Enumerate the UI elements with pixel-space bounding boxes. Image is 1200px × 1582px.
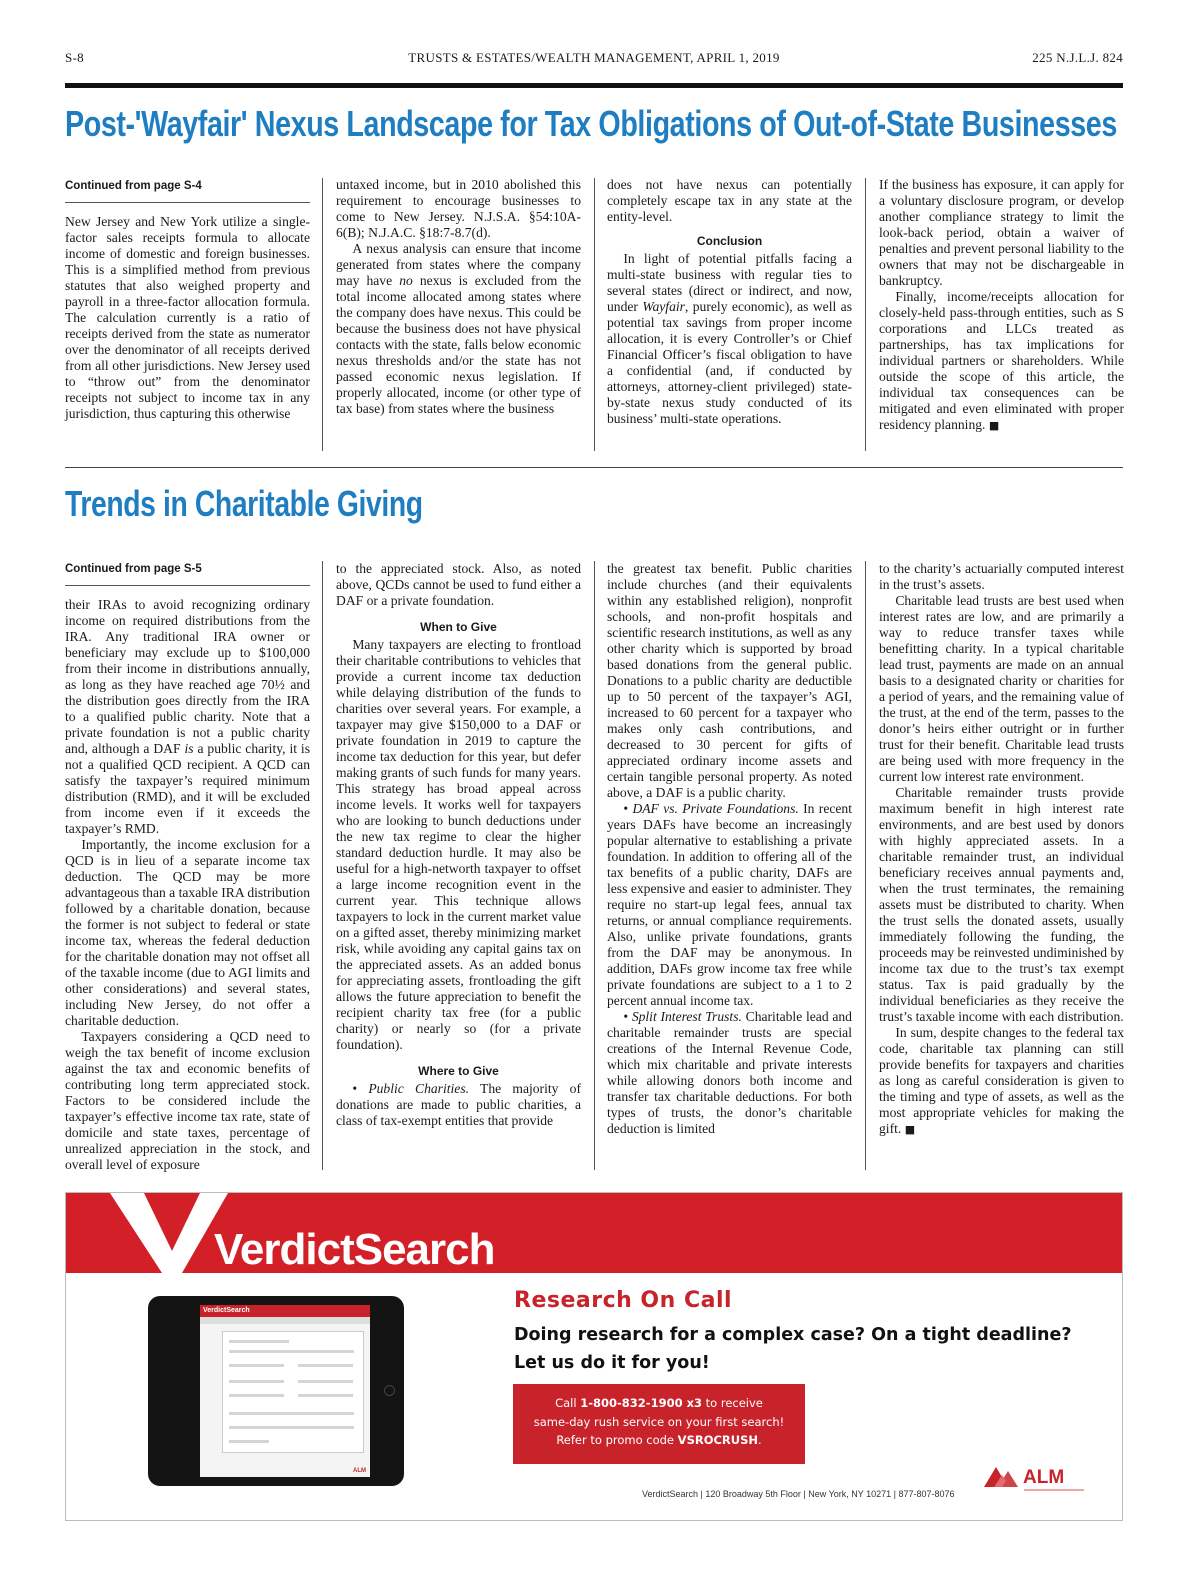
emphasis: Wayfair: [642, 299, 685, 314]
article1-column-2: [336, 177, 581, 417]
article2-col3-paragraph-2: [607, 801, 852, 1009]
cta-line-2: same-day rush service on your first search!: [533, 1414, 785, 1429]
tablet-image: [148, 1296, 404, 1486]
end-mark: ■: [904, 1123, 916, 1136]
emphasis: is: [184, 741, 194, 756]
form-row: [229, 1350, 354, 1353]
column-divider: [322, 561, 323, 1170]
text-run: Finally, income/receipts allocation for closely-held pass-through entities, such as S corporations and LLCs treated as partnerships, has tax implications for individual partners or shareholders. While outside the scope of this article, the individual tax consequences can be mitigated and even eliminated with proper residency planning.: [879, 289, 1124, 432]
running-head: [65, 50, 1123, 68]
form-row: [229, 1426, 354, 1429]
article2-column-3: [607, 561, 852, 1137]
form-row: [298, 1394, 353, 1397]
ad-contact-line: VerdictSearch | 120 Broadway 5th Floor | New York, NY 10271 | 877-807-8076: [642, 1489, 955, 1499]
text-run: their IRAs to avoid recognizing ordinary income on required distributions from the IRA. Any traditional IRA owner or beneficiary may exclude up to $100,000 from their income in distributions annually, as long as they have reached age 70½ and the distribution goes directly from the IRA to a qualified public charity. Note that a private foundation is not a public charity and, although a DAF: [65, 597, 310, 756]
verdictsearch-advertisement[interactable]: [65, 1192, 1123, 1521]
text-run: In sum, despite changes to the federal tax code, charitable tax planning can still provide benefits for taxpayers and charities as long as careful consideration is given to the timing and type of assets, as well as the most appropriate vehicles for making the gift.: [879, 1025, 1124, 1136]
alm-tagline-bar: [1024, 1489, 1084, 1491]
ad-lead: [514, 1321, 1072, 1377]
tablet-tabs: [200, 1317, 370, 1324]
text-run: Charitable lead and charitable remainder trusts are special creations of the Internal Revenue Code, which mix charitable and private interests while allowing donors both income and transfer tax charitable deductions. For both types of trusts, the donor’s charitable deduction is limited: [607, 1009, 852, 1136]
form-row: [298, 1364, 353, 1367]
article2-col4-paragraph-4: [879, 1025, 1124, 1138]
column-divider: [594, 561, 595, 1170]
article2-continued-label: Continued from page S-5: [65, 561, 310, 586]
end-mark: ■: [988, 419, 1000, 432]
article2-col2-paragraph-3: [336, 1081, 581, 1129]
text-run: A nexus analysis can ensure that income generated from states where the company may have: [336, 241, 581, 288]
page-number: S-8: [65, 50, 84, 65]
article2-column-2: [336, 561, 581, 1129]
section-date: TRUSTS & ESTATES/WEALTH MANAGEMENT, APRIL 1, 2019: [408, 50, 780, 65]
text-run: In light of potential pitfalls facing a multi-state business with regular ties to several states (direct or indirect, and now, under: [607, 251, 852, 314]
tablet-home-button-icon: [384, 1385, 395, 1396]
ad-title: Research On Call: [514, 1288, 733, 1313]
ad-lead-line-1: Doing research for a complex case? On a tight deadline?: [514, 1325, 1072, 1345]
article1-col2-paragraph-2: [336, 241, 581, 417]
column-divider: [865, 561, 866, 1170]
header-rule: [65, 83, 1123, 88]
article1-column-1: [65, 178, 310, 422]
article1-col2-paragraph-1: untaxed income, but in 2010 abolished this requirement to encourage businesses to come to New Jersey. N.J.S.A. §54:10A-6(B); N.J.A.C. §18:7-8.7(d).: [336, 177, 581, 240]
form-row: [229, 1364, 284, 1367]
article1-col4-paragraph-1: If the business has exposure, it can apply for a voluntary disclosure program, or develop another compliance strategy to limit the look-back period, obtain a waiver of penalties and prevent personal liability to the owners that may not be dischargeable in bankruptcy.: [879, 177, 1124, 288]
form-row: [229, 1380, 284, 1383]
cta-line-1: [513, 1394, 805, 1413]
article2-col4-paragraph-1: to the charity’s actuarially computed interest in the trust’s assets.: [879, 561, 1124, 592]
tablet-screen: [200, 1305, 370, 1477]
citation: 225 N.J.L.J. 824: [1032, 50, 1123, 65]
article1-column-4: [879, 177, 1124, 434]
article2-col1-paragraph-1: [65, 597, 310, 837]
promo-code: VSROCRUSH: [677, 1433, 759, 1447]
column-divider: [865, 178, 866, 451]
form-row: [229, 1394, 284, 1397]
text-run: Call: [555, 1396, 581, 1410]
article1-col3-paragraph-2: [607, 251, 852, 427]
text-run: nexus is excluded from the total income allocated among states where the company does have nexus. This could be because the business does not have physical contacts with the state, falls below economic nexus thresholds and/or the state has not passed economic nexus legislation. If properly allocated, income (or other type of tax base) from states where the business: [336, 273, 581, 416]
text-run: a public charity, it is not a qualified QCD recipient. A QCD can satisfy the taxpayer’s required minimum distribution (RMD), and it will be excluded from income even if it exceeds the taxpayer’s RMD.: [65, 741, 310, 836]
conclusion-subhead: Conclusion: [696, 234, 763, 248]
article2-col3-paragraph-3: [607, 1009, 852, 1137]
article1-headline: Post-'Wayfair' Nexus Landscape for Tax Obligations of Out-of-State Businesses: [65, 103, 1117, 144]
ad-lead-line-2: Let us do it for you!: [514, 1353, 710, 1373]
article1-column-3: [607, 177, 852, 427]
emphasis: DAF vs. Private Foundations.: [632, 801, 799, 816]
section-divider: [65, 467, 1123, 468]
phone-number[interactable]: 1-800-832-1900 x3: [580, 1396, 702, 1410]
alm-logo-icon: [984, 1465, 1020, 1489]
form-row: [298, 1380, 353, 1383]
call-to-action-box[interactable]: [513, 1384, 805, 1464]
tablet-footer-logo: ALM: [353, 1468, 366, 1474]
article2-col2-paragraph-2: Many taxpayers are electing to frontload their charitable contributions to vehicles that provide a current income tax deduction while delaying distribution of the funds to charities over several years. For example, a taxpayer may give $150,000 to a DAF or private foundation in 2019 to capture the income tax deduction for this year, but defer making grants of such funds for many years. This strategy has broad appeal across income levels. It works well for taxpayers who are looking to bunch deductions under the new tax regime to clear the higher standard deduction hurdle. It may also be useful for a high-networth taxpayer to offset a large income recognition event in the current year. This technique allows taxpayers to lock in the current market value on a gifted asset, thereby minimizing market risk, while avoiding any capital gains tax on the appreciated assets. As an added bonus for appreciating assets, frontloading the gift allows the future appreciation to benefit the recipient charity tax free (for a public charity) or nearly so (for a private foundation).: [336, 637, 581, 1052]
text-run: Refer to promo code: [556, 1433, 678, 1447]
text-run: , purely economic), as well as potential tax savings from proper income allocation, it is every Controller’s or Chief Financial Officer’s fiscal obligation to have a confidential (and, if conducted by attorneys, attorney-client privileged) state-by-state nexus study conducted of its business’ multi-state operations.: [607, 299, 853, 426]
when-to-give-subhead: When to Give: [420, 620, 497, 634]
article2-col4-paragraph-3: Charitable remainder trusts provide maximum benefit in high interest rate environments, and are best used by donors with highly appreciated assets. In a charitable remainder trust, an individual beneficiary receives annual payments and, when the trust terminates, the remaining assets must be distributed to charity. When the trust sells the donated assets, usually immediately following the funding, the proceeds may be reinvested undiminished by income tax due to the trust’s tax exempt status. Tax is paid gradually by the individual beneficiaries as they receive the trust’s taxable income with each distribution.: [879, 785, 1124, 1024]
cta-line-3: [513, 1431, 805, 1450]
verdictsearch-v-logo-icon: [110, 1193, 230, 1273]
ad-brand-name: VerdictSearch: [214, 1225, 495, 1274]
text-run: to receive: [702, 1396, 763, 1410]
article1-col3-paragraph-1: does not have nexus can potentially completely escape tax in any state at the entity-level.: [607, 177, 852, 224]
text-run: The majority of donations are made to public charities, a class of tax-exempt entities that provide: [336, 1081, 581, 1128]
emphasis: no: [399, 273, 413, 288]
emphasis: Public Charities.: [368, 1081, 470, 1096]
article2-column-4: [879, 561, 1124, 1138]
article1-continued-label: Continued from page S-4: [65, 178, 310, 203]
bullet: •: [623, 801, 629, 816]
article1-col4-paragraph-2: [879, 289, 1124, 434]
article2-col2-paragraph-1: to the appreciated stock. Also, as noted above, QCDs cannot be used to fund either a DAF or a private foundation.: [336, 561, 581, 608]
form-row: [229, 1440, 269, 1443]
column-divider: [322, 178, 323, 451]
article2-col3-paragraph-1: the greatest tax benefit. Public charities include churches (and their equivalents within any established religion), nonprofit schools, and non-profit hospitals and scientific research institutions, as well as any other charity which is supported by broad based donations from the general public. Donations to a public charity are deductible up to 50 percent of the taxpayer’s AGI, increased to 60 percent for a taxpayer who makes only cash contributions, and decreased to 30 percent for gifts of appreciated ordinary income assets and certain tangible personal property. As noted above, a DAF is a public charity.: [607, 561, 852, 800]
form-row: [229, 1412, 354, 1415]
bullet: •: [352, 1081, 358, 1096]
article2-col1-paragraph-2: Importantly, the income exclusion for a QCD is in lieu of a separate income tax deduction. The QCD may be more advantageous than a taxable IRA distribution followed by a charitable donation, because the former is not subject to federal or state income tax, whereas the federal deduction for the charitable donation may not offset all of the taxable income (due to AGI limits and other considerations) and several states, including New Jersey, do not offer a charitable deduction.: [65, 837, 311, 1028]
text-run: .: [758, 1433, 762, 1447]
article2-col1-paragraph-3: Taxpayers considering a QCD need to weigh the tax benefit of income exclusion against the tax and economic benefits of contributing long term appreciated stock. Factors to be considered include the taxpayer’s effective income tax rate, state of domicile and state taxes, percentage of unrealized appreciation in the stock, and overall level of exposure: [65, 1029, 310, 1172]
article2-column-1: [65, 561, 310, 1173]
column-divider: [594, 178, 595, 451]
tablet-app-header: [200, 1305, 370, 1317]
alm-logo-text: ALM: [1023, 1467, 1065, 1488]
article2-headline: Trends in Charitable Giving: [65, 483, 423, 524]
where-to-give-subhead: Where to Give: [418, 1064, 499, 1078]
text-run: In recent years DAFs have become an increasingly popular alternative to establishing a private foundation. In addition to offering all of the tax benefits of a public charity, DAFs are less expensive and easier to administer. They require no start-up legal fees, annual tax returns, or annual compliance requirements. Also, unlike private foundations, grants from the DAF may be anonymous. In addition, DAFs grow income tax free while private foundations are subject to a 1 to 2 percent annual income tax.: [607, 801, 853, 1008]
emphasis: Split Interest Trusts.: [631, 1009, 742, 1024]
article1-col1-paragraph: New Jersey and New York utilize a single-factor sales receipts formula to allocate income of domestic and foreign businesses. This is a simplified method from previous statutes that also weighed property and payroll in a three-factor allocation formula. The calculation currently is a ratio of receipts derived from the state as numerator over the denominator of all receipts derived from all other jurisdictions. New Jersey used to “throw out” from the denominator receipts not subject to income tax in any jurisdiction, thus capturing this otherwise: [65, 214, 310, 421]
bullet: •: [623, 1009, 629, 1024]
form-row: [229, 1340, 289, 1343]
tablet-logo: VerdictSearch: [203, 1307, 250, 1314]
article2-col4-paragraph-2: Charitable lead trusts are best used when interest rates are low, and are primarily a way to reduce transfer taxes while benefitting charity. In a typical charitable lead trust, payments are made on an annual basis to a designated charity or charities for a period of years, and the remaining value of the trust, at the end of the term, passes to the donor’s heirs either outright or in further trust for their benefit. Charitable lead trusts are being used with more frequency in the current low interest rate environment.: [879, 593, 1124, 784]
tablet-search-form: [222, 1331, 364, 1453]
